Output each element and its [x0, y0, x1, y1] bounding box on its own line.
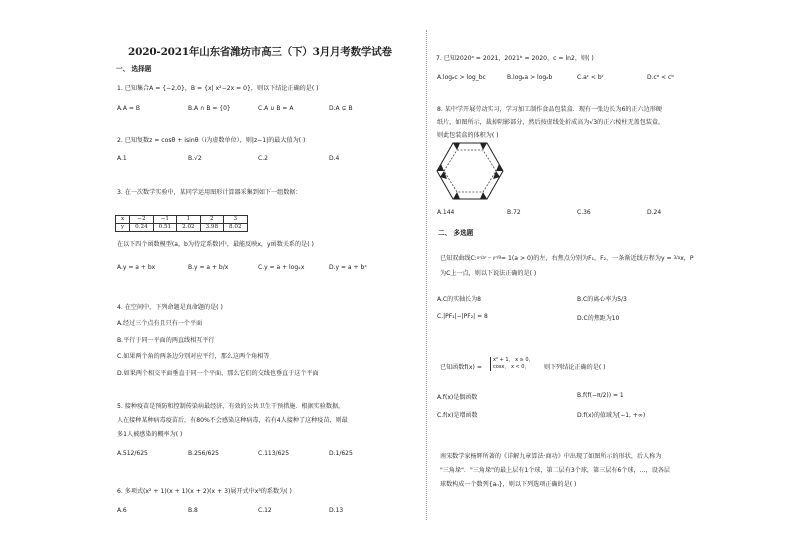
question-9-line-1: [440, 253, 694, 265]
question-10-post: 则下列结论正确的是( ): [544, 364, 606, 371]
q6-option-b: B.8: [188, 507, 198, 514]
q6-option-a: A.6: [117, 507, 127, 514]
table-cell: −2: [130, 216, 153, 224]
column-divider: [426, 30, 427, 520]
question-6-options: [117, 507, 397, 517]
q1-option-a: A.A = B: [117, 105, 140, 112]
q2-option-d: D.4: [329, 155, 340, 162]
question-11-line-3: 球数构成一个数列{aₙ}，则以下列选项正确的是( ): [440, 481, 577, 488]
q8-option-d: D.24: [647, 209, 662, 216]
q10-option-c: C.f(x)是增函数: [437, 412, 478, 419]
hexagon-box-figure: [435, 140, 505, 202]
q3-option-b: B.y = a + b/x: [188, 264, 229, 271]
q6-option-d: D.13: [329, 507, 344, 514]
question-2-options: [117, 155, 397, 165]
table-cell: 1: [177, 216, 200, 224]
q7-option-b: B.logₐa > logₐb: [507, 74, 553, 81]
page-title: 2020-2021年山东省潍坊市高三（下）3月月考数学试卷: [128, 46, 392, 58]
question-1-options: [117, 105, 397, 115]
section-heading-multi-choice: 二、 多选题: [438, 229, 474, 237]
table-cell: −1: [153, 216, 176, 224]
table-row: [116, 224, 248, 232]
q10-option-a: A.f(x)是偶函数: [437, 394, 478, 401]
table-cell: x: [116, 216, 130, 224]
question-9-options: [437, 294, 727, 324]
q10-option-b: B.f(f(−π/2)) = 1: [577, 392, 624, 399]
q5-option-b: B.256/625: [188, 450, 219, 457]
table-cell: 2.02: [177, 224, 200, 232]
question-5-options: [117, 450, 397, 464]
q3-option-d: D.y = a + bˣ: [329, 264, 367, 271]
q2-option-b: B.√2: [188, 155, 202, 162]
question-3-options: [117, 264, 397, 274]
question-11-line-2: "三角垛"．"三角垛"的最上层有1个球，第二层有3个球，第三层有6个球，…，设各层: [440, 467, 671, 474]
question-5-line-2: 人在接种某种病毒疫苗后，有80%不会感染这种病毒，若有4人接种了这种疫苗，则最: [117, 417, 348, 424]
table-cell: 3.98: [200, 224, 223, 232]
q7-option-c: C.aᶜ < bᶜ: [577, 74, 604, 81]
q9-equation-fraction: x²/a² − y²/9: [476, 254, 501, 260]
q9-text-a: 已知双曲线C:: [440, 255, 477, 262]
question-6-stem: 6. 多项式(x² + 1)(x + 1)(x + 2)(x + 3)展开式中x³的系数为( ): [117, 488, 292, 495]
question-3-stem-2: 在以下四个函数模型(a，b为待定系数)中，最能反映x，y函数关系的是( ): [117, 241, 314, 248]
q6-option-c: C.12: [258, 507, 272, 514]
question-9-line-2: 为C上一点，则以下说法正确的是( ): [440, 270, 537, 277]
q10-piecewise: [490, 357, 534, 371]
q3-option-a: A.y = a + bx: [117, 264, 156, 271]
question-10-pre: 已知函数f(x) =: [440, 364, 482, 371]
question-7-options: [437, 74, 727, 84]
question-8-line-2: 纸片，如图所示，裁掉阴影部分，然后按虚线处折成高为√3的正六棱柱无盖包装盒，: [437, 119, 665, 126]
question-3-stem: 3. 在一次数学实验中，某同学运用图形计算器采集到如下一组数据：: [117, 189, 302, 196]
q7-option-d: D.cᵃ < cᵇ: [647, 74, 674, 81]
q9-text-c: x，P: [680, 255, 694, 262]
q1-option-b: B.A ∩ B = {0}: [188, 105, 231, 112]
question-8-line-1: 8. 某中学开展劳动实习，学习加工制作食品包装盒．现有一张边长为6的正六边形硬: [437, 106, 662, 113]
q9-slope-fraction: 3/a: [673, 254, 681, 260]
q5-option-d: D.1/625: [329, 450, 353, 457]
table-cell: 2: [200, 216, 223, 224]
q8-option-b: B.72: [507, 209, 521, 216]
question-4-stem: 4. 在空间中，下列命题是真命题的是( ): [117, 304, 223, 311]
q1-option-d: D.A ⊊ B: [329, 105, 353, 112]
question-1-stem: 1. 已知集合A = {−2,0}，B = {x| x²−2x = 0}，则以下结论正确的是( ): [117, 85, 319, 92]
q3-option-c: C.y = a + logₓx: [258, 264, 305, 271]
q5-option-c: C.113/625: [258, 450, 290, 457]
q9-option-d: D.C的焦距为10: [577, 315, 620, 322]
question-5-line-1: 5. 接种疫苗是预防和控制传染病最经济、有效的公共卫生干预措施．根据实验数据，: [117, 403, 345, 410]
question-10-options: [437, 392, 727, 422]
table-cell: 8.02: [224, 224, 247, 232]
q9-option-a: A.C的实轴长为8: [437, 296, 481, 303]
question-2-stem: 2. 已知复数z = cosθ + isinθ（i为虚数单位），则|z−1|的最大值为( ): [117, 137, 306, 144]
question-11-line-1: 南宋数学家杨辉所著的《详解九章算法·商功》中出现了如图所示的形状，后人称为: [440, 453, 662, 460]
q4-option-c: C.如果两个角的两条边分别对应平行，那么这两个角相等: [117, 353, 270, 360]
q5-option-a: A.512/625: [117, 450, 148, 457]
q2-option-a: A.1: [117, 155, 127, 162]
q10-case-2: cosx， x < 0，: [493, 364, 530, 370]
q10-option-d: D.f(x)的值域为[−1, +∞): [577, 412, 646, 419]
table-row: [116, 216, 248, 224]
question-8-line-3: 则此包装盒的体积为( ): [437, 132, 499, 139]
table-cell: y: [116, 224, 130, 232]
q4-option-b: B.平行于同一平面的两直线相互平行: [117, 337, 215, 344]
table-cell: 3: [224, 216, 247, 224]
table-cell: 0.51: [153, 224, 176, 232]
q7-option-a: A.logₐc > log_bc: [437, 74, 486, 81]
question-5-line-3: 多1人被感染的概率为( ): [117, 431, 183, 438]
question-3-data-table: [115, 215, 248, 232]
question-7-stem: 7. 已知2020ᵃ = 2021，2021ᵇ = 2020，c = ln2，则( ): [436, 55, 594, 62]
q1-option-c: C.A ∪ B = A: [258, 105, 294, 112]
question-8-options: [437, 209, 727, 219]
section-heading-choice: 一、 选择题: [116, 65, 152, 73]
q10-case-1: x² + 1， x ≥ 0，: [493, 357, 534, 363]
q4-option-a: A.经过三个点有且只有一个平面: [117, 320, 203, 327]
q9-option-c: C.|PF₁|−|PF₂| = 8: [437, 313, 488, 320]
q8-option-c: C.36: [577, 209, 591, 216]
q8-option-a: A.144: [437, 209, 455, 216]
q9-text-b: = 1(a > 0)的左，右焦点分别为F₁，F₂，一条渐近线方程为y =: [501, 255, 672, 262]
q4-option-d: D.如果两个相交平面垂直于同一个平面，那么它们的交线也垂直于这个平面: [117, 370, 319, 377]
q9-option-b: B.C的离心率为5/3: [577, 296, 627, 303]
q2-option-c: C.2: [258, 155, 268, 162]
table-cell: 0.24: [130, 224, 153, 232]
